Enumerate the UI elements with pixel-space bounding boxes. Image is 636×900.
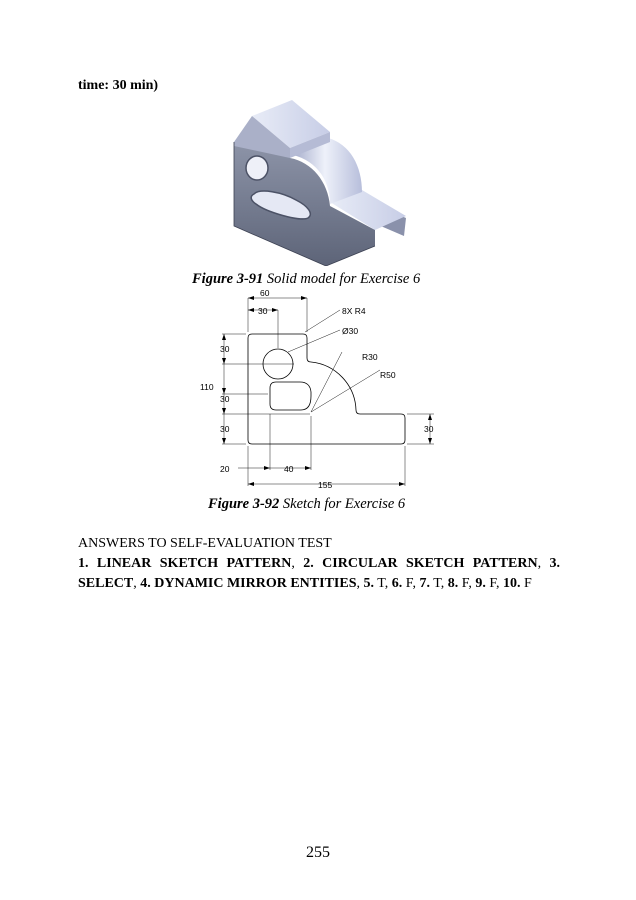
answer-value: LINEAR SKETCH PATTERN <box>96 556 292 571</box>
figure-number: Figure 3-91 <box>192 271 264 287</box>
solid-model-illustration <box>230 96 406 266</box>
answer-value: CIRCULAR SKETCH PATTERN <box>322 556 538 571</box>
figure-caption-text: Solid model for Exercise 6 <box>266 271 421 287</box>
dim-bottom-20: 20 <box>220 464 230 474</box>
dim-60: 60 <box>260 288 270 298</box>
answer-value: SELECT <box>78 576 134 591</box>
dimensioned-sketch <box>190 286 450 492</box>
answers-paragraph: 1. LINEAR SKETCH PATTERN, 2. CIRCULAR SKETCH PATTERN, 3. SELECT, 4. DYNAMIC MIRROR ENTITIES, 5. T, 6. F, 7. T, 8. F, 9. F, 10. F <box>78 556 560 591</box>
dim-r30: R30 <box>362 352 378 362</box>
dim-left-30c: 30 <box>220 424 230 434</box>
answer-value: F <box>489 576 497 591</box>
dim-right-30: 30 <box>424 424 434 434</box>
dim-fillets: 8X R4 <box>342 306 366 316</box>
dim-left-30b: 30 <box>220 394 230 404</box>
answer-value: DYNAMIC MIRROR ENTITIES <box>154 576 357 591</box>
section-heading-fragment: time: 30 min) <box>78 78 159 93</box>
answer-number: 9. <box>475 576 486 591</box>
dim-left-110: 110 <box>200 382 214 392</box>
dim-hole-diameter: Ø30 <box>342 326 359 336</box>
page-number: 255 <box>306 844 330 861</box>
dim-bottom-40: 40 <box>284 464 294 474</box>
dim-30-top: 30 <box>258 306 268 316</box>
answer-value: T <box>377 576 385 591</box>
answer-number: 3. <box>549 556 560 571</box>
answer-number: 2. <box>303 556 314 571</box>
figure-caption-text: Sketch for Exercise 6 <box>282 496 406 512</box>
answer-number: 8. <box>447 576 459 591</box>
answers-heading: ANSWERS TO SELF-EVALUATION TEST <box>78 536 332 551</box>
dim-bottom-155: 155 <box>318 480 333 490</box>
answer-value: F <box>461 576 469 591</box>
answer-value: F <box>405 576 413 591</box>
figure-number: Figure 3-92 <box>208 496 280 512</box>
answer-number: 10. <box>503 576 521 591</box>
figure-3-92-caption <box>208 496 405 513</box>
dim-r50: R50 <box>380 370 396 380</box>
answer-number: 4. <box>140 576 151 591</box>
answer-value: T <box>433 576 441 591</box>
answer-number: 6. <box>391 576 403 591</box>
dim-left-30a: 30 <box>220 344 230 354</box>
answer-number: 1. <box>78 556 89 571</box>
answer-number: 5. <box>363 576 374 591</box>
answer-value: F <box>524 576 532 591</box>
answer-number: 7. <box>419 576 430 591</box>
sketch-slot <box>270 382 311 410</box>
